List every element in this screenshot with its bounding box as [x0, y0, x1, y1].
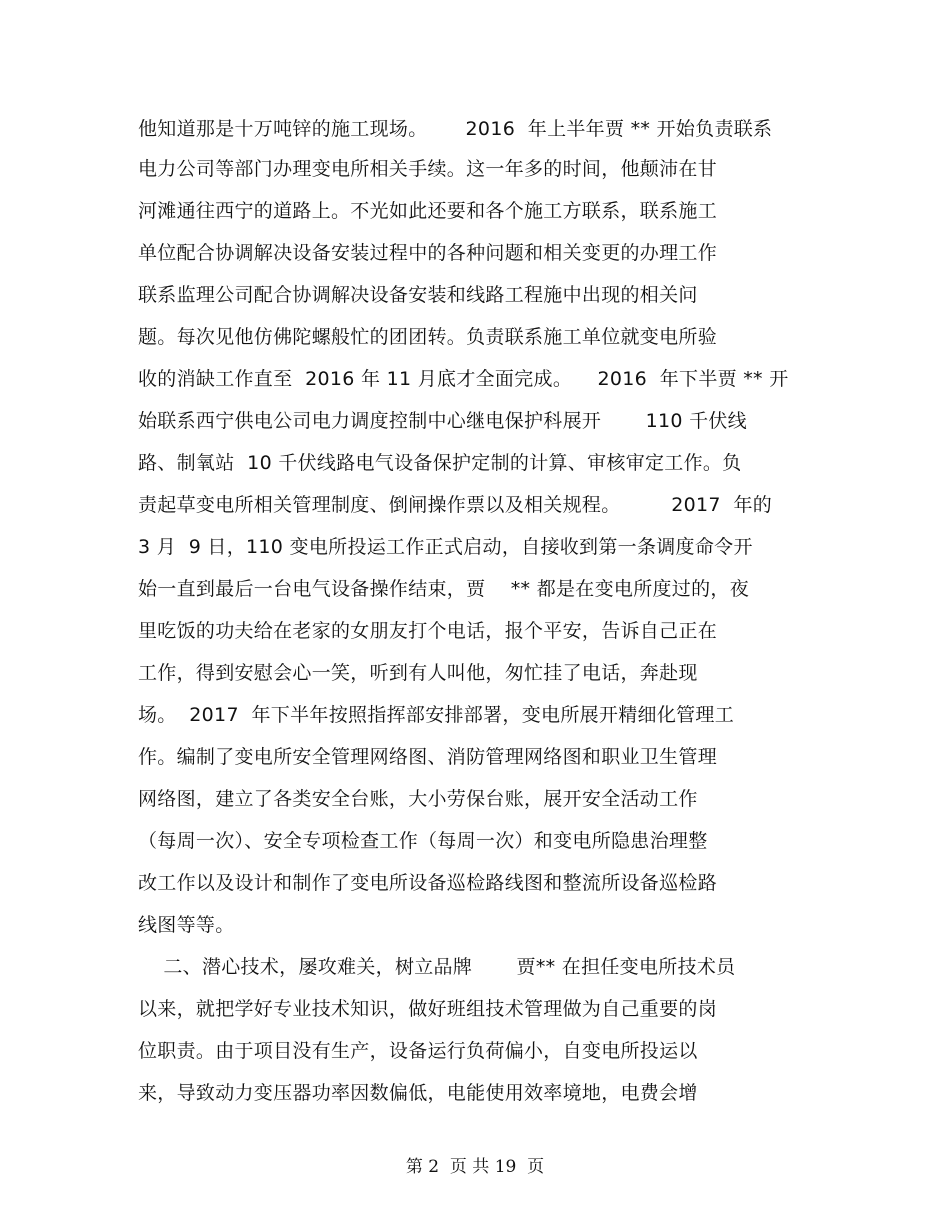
body-text-line: 网络图，建立了各类安全台账，大小劳保台账，展开安全活动工作: [138, 788, 698, 810]
section-heading-line: 二、潜心技术，屡攻难关，树立品牌 贾** 在担任变电所技术员: [138, 956, 736, 978]
body-text-line: 联系监理公司配合协调解决设备安装和线路工程施中出现的相关问: [138, 284, 698, 306]
body-text-line: 里吃饭的功夫给在老家的女朋友打个电话，报个平安，告诉自己正在: [138, 620, 718, 642]
body-text-line: 单位配合协调解决设备安装过程中的各种问题和相关变更的办理工作: [138, 242, 718, 264]
body-text-line: 题。每次见他仿佛陀螺般忙的团团转。负责联系施工单位就变电所验: [138, 326, 718, 348]
body-text-line: （每周一次）、安全专项检查工作（每周一次）和变电所隐患治理整: [138, 830, 708, 852]
body-text-line: 始联系西宁供电公司电力调度控制中心继电保护科展开 110 千伏线: [138, 410, 747, 432]
body-text-line: 他知道那是十万吨锌的施工现场。 2016 年上半年贾 ** 开始负责联系: [138, 118, 773, 140]
body-text-line: 位职责。由于项目没有生产，设备运行负荷偏小，自变电所投运以: [138, 1040, 698, 1062]
body-text-line: 场。 2017 年下半年按照指挥部安排部署，变电所展开精细化管理工: [138, 704, 735, 726]
body-text-line: 作。编制了变电所安全管理网络图、消防管理网络图和职业卫生管理: [138, 746, 718, 768]
body-text-line: 改工作以及设计和制作了变电所设备巡检路线图和整流所设备巡检路: [138, 872, 718, 894]
body-text-line: 3 月 9 日，110 变电所投运工作正式启动，自接收到第一条调度命令开: [138, 536, 753, 558]
body-text-line: 以来，就把学好专业技术知识，做好班组技术管理做为自己重要的岗: [138, 998, 718, 1020]
body-text-line: 来，导致动力变压器功率因数偏低，电能使用效率境地，电费会增: [138, 1082, 698, 1104]
body-text-line: 路、制氧站 10 千伏线路电气设备保护定制的计算、审核审定工作。负: [138, 452, 742, 474]
body-text-line: 责起草变电所相关管理制度、倒闸操作票以及相关规程。 2017 年的: [138, 494, 773, 516]
body-text-line: 电力公司等部门办理变电所相关手续。这一年多的时间，他颠沛在甘: [138, 158, 718, 180]
body-text-line: 河滩通往西宁的道路上。不光如此还要和各个施工方联系，联系施工: [138, 200, 718, 222]
body-text-line: 收的消缺工作直至 2016 年 11 月底才全面完成。 2016 年下半贾 ** 开: [138, 368, 789, 390]
page-number-footer: 第 2 页 共 19 页: [405, 1157, 545, 1177]
body-text-line: 工作，得到安慰会心一笑，听到有人叫他，匆忙挂了电话，奔赴现: [138, 662, 698, 684]
body-text-line: 始一直到最后一台电气设备操作结束，贾 ** 都是在变电所度过的，夜: [138, 578, 749, 600]
body-text-line: 线图等等。: [138, 914, 235, 936]
